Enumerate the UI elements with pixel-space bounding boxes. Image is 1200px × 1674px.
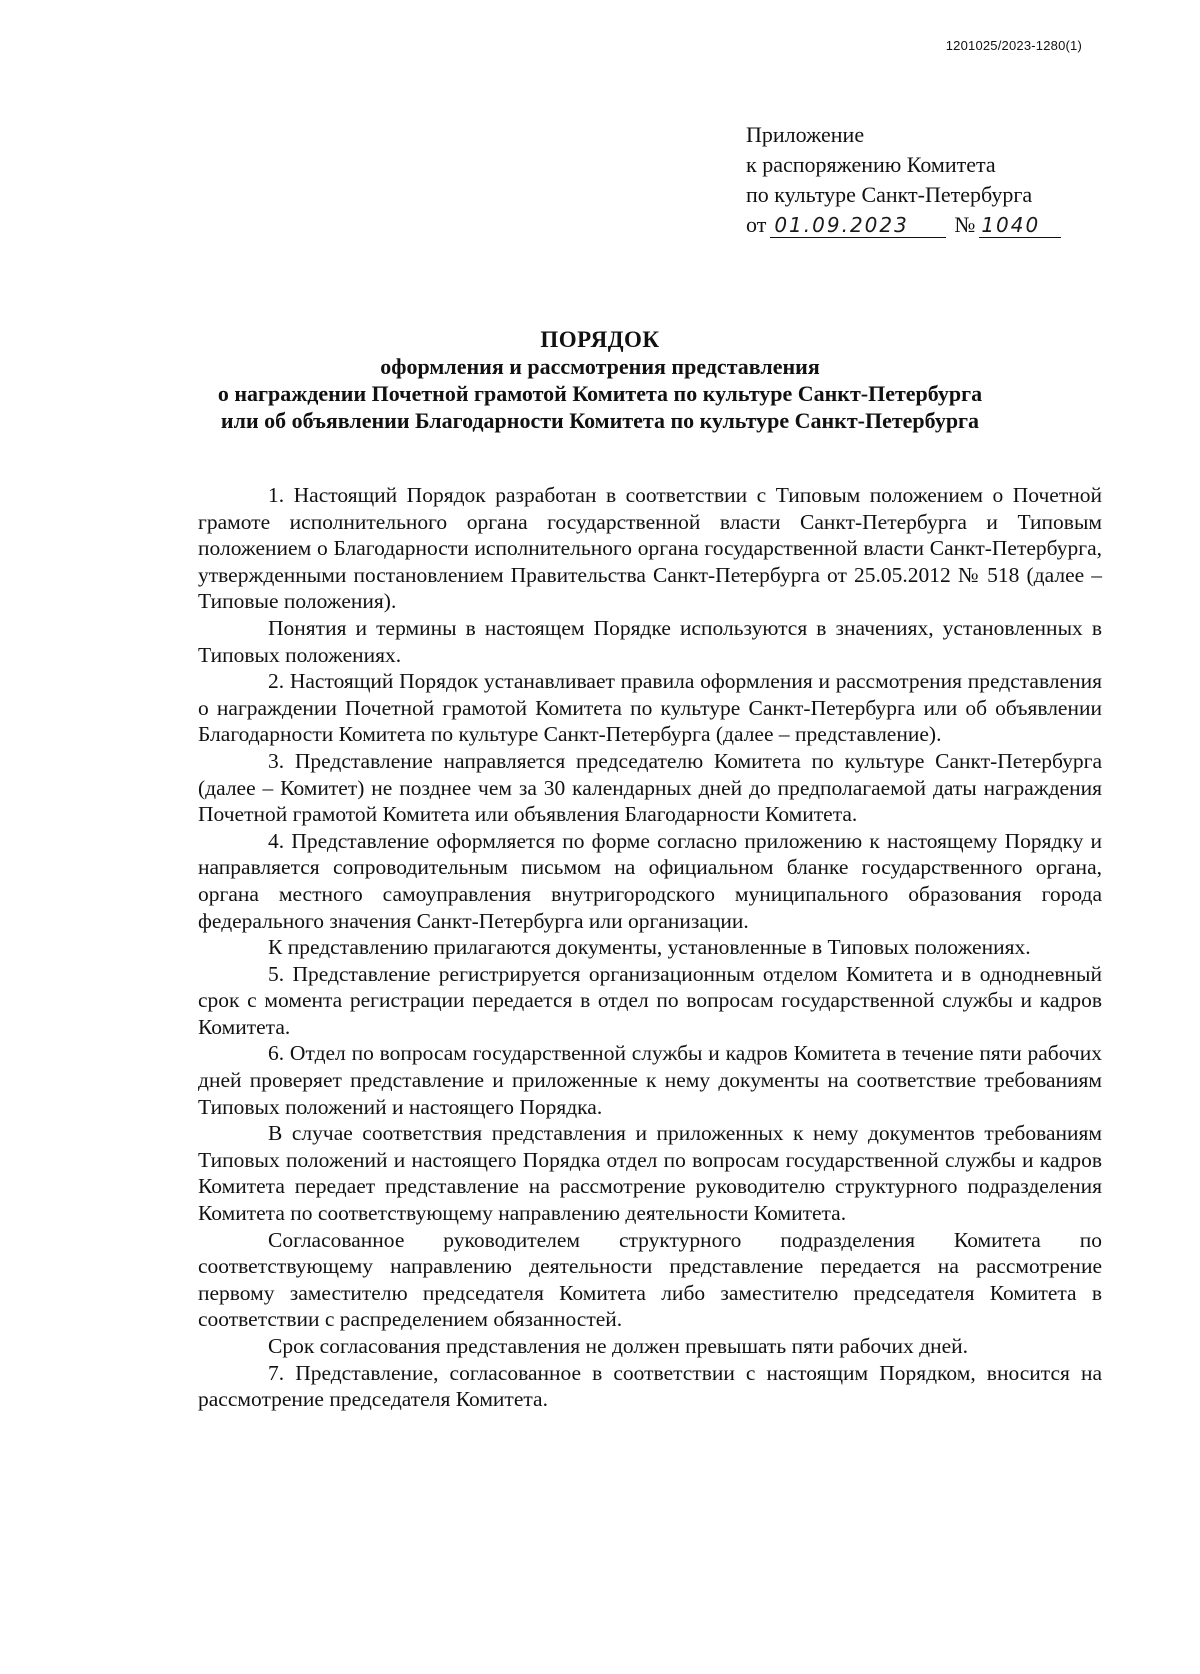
appendix-order-ref: к распоряжению Комитета (746, 152, 996, 177)
handwritten-number: 1040 (979, 213, 1061, 238)
document-body (198, 482, 1102, 1413)
paragraph-7: 7. Представление, согласованное в соответствии с настоящим Порядком, вносится на рассмотрение председателя Комитета. (198, 1360, 1102, 1412)
appendix-block (746, 120, 1061, 240)
paragraph-5: 5. Представление регистрируется организационным отделом Комитета и в однодневный срок с момента регистрации передается в отдел по вопросам государственной службы и кадров Комитета. (198, 961, 1102, 1039)
paragraph-4-documents: К представлению прилагаются документы, установленные в Типовых положениях. (268, 935, 1031, 960)
paragraph-3: 3. Представление направляется председателю Комитета по культуре Санкт-Петербурга (далее – Комитет) не позднее чем за 30 календарных дней до предполагаемой даты награждения Почетной грамотой Комитета или объявления Благодарности Комитета. (198, 748, 1102, 827)
document-subtitle-line-3: или об объявлении Благодарности Комитета по культуре Санкт-Петербурга (220, 408, 980, 433)
paragraph-4: 4. Представление оформляется по форме согласно приложению к настоящему Порядку и направляется сопроводительным письмом на официальном бланке государственного органа, органа местного самоуправления внутригородского муниципального образования города федерального значения Санкт-Петербурга или организации. (198, 828, 1102, 933)
number-sign: № (954, 212, 976, 237)
appendix-title: Приложение (746, 122, 865, 147)
handwritten-date: 01.09.2023 (770, 213, 946, 238)
document-title: ПОРЯДОК (540, 327, 660, 352)
paragraph-2: 2. Настоящий Порядок устанавливает правила оформления и рассмотрения представления о награждении Почетной грамотой Комитета по культуре Санкт-Петербурга или об объявлении Благодарности Комитета по культуре Санкт-Петербурга (далее – представление). (198, 669, 1102, 747)
document-registration-number: 1201025/2023-1280(1) (945, 38, 1082, 53)
from-label: от (746, 212, 767, 237)
document-title-block (150, 326, 1050, 434)
paragraph-6-deadline: Срок согласования представления не должен превышать пяти рабочих дней. (268, 1334, 969, 1358)
paragraph-6-approval: Согласованное руководителем структурного подразделения Комитета по соответствующему направлению деятельности представление передается на рассмотрение первому заместителю председателя Комитета либо заместителю председателя Комитета в соответствии с распределением обязанностей. (198, 1227, 1102, 1332)
appendix-committee: по культуре Санкт-Петербурга (746, 182, 1033, 207)
paragraph-1-terms: Понятия и термины в настоящем Порядке используются в значениях, установленных в Типовых положениях. (198, 615, 1102, 667)
document-subtitle-line-1: оформления и рассмотрения представления (380, 354, 820, 379)
paragraph-6-compliance: В случае соответствия представления и приложенных к нему документов требованиям Типовых положений и настоящего Порядка отдел по вопросам государственной службы и кадров Комитета передает представление на рассмотрение руководителю структурного подразделения Комитета по соответствующему направлению деятельности Комитета. (198, 1121, 1102, 1226)
appendix-date-number-line (746, 210, 1061, 240)
paragraph-6: 6. Отдел по вопросам государственной службы и кадров Комитета в течение пяти рабочих дней проверяет представление и приложенные к нему документы на соответствие требованиям Типовых положений и настоящего Порядка. (198, 1041, 1102, 1119)
document-subtitle-line-2: о награждении Почетной грамотой Комитета по культуре Санкт-Петербурга (217, 381, 983, 406)
paragraph-1: 1. Настоящий Порядок разработан в соответствии с Типовым положением о Почетной грамоте исполнительного органа государственной власти Санкт-Петербурга и Типовым положением о Благодарности исполнительного органа государственной власти Санкт-Петербурга, утвержденными постановлением Правительства Санкт-Петербурга от 25.05.2012 № 518 (далее – Типовые положения). (198, 483, 1102, 614)
